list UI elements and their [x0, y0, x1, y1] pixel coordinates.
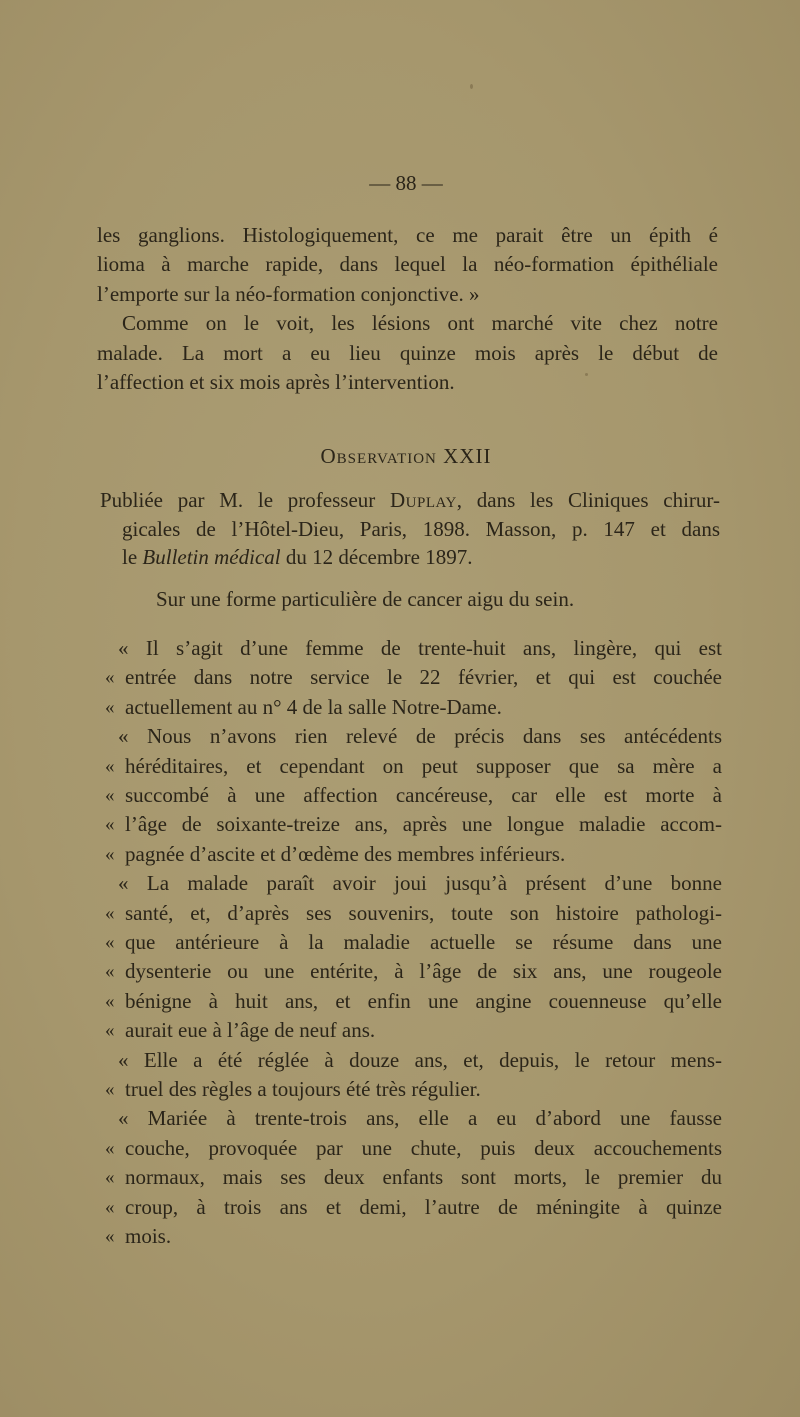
text-line [97, 280, 718, 309]
quote-mark: « [105, 785, 115, 806]
line-text [118, 722, 722, 751]
text-line [118, 869, 722, 898]
text-run: l’affection et six mois après l’intervention. [97, 370, 455, 394]
text-run: gicales de l’Hôtel-Dieu, Paris, 1898. Masson, p. 147 et dans [122, 516, 720, 541]
line-text [125, 840, 722, 869]
text-line [118, 722, 722, 751]
line-text [125, 693, 722, 722]
quote-mark: « [105, 1167, 115, 1189]
paper-speck [470, 84, 473, 89]
text-run: Bulletin médical [142, 545, 281, 570]
text-run: truel des règles a toujours été très régulier. [125, 1077, 481, 1101]
line-text [118, 1104, 722, 1133]
quote-mark: « [105, 814, 115, 836]
text-line [97, 221, 718, 250]
text-line [105, 1193, 722, 1222]
text-line [97, 368, 718, 397]
line-text [125, 899, 722, 928]
text-run: bénigne à huit ans, et enfin une angine couenneuse qu’elle [125, 988, 722, 1013]
quote-mark: « [105, 1079, 115, 1100]
text-run: Publiée par M. le professeur [100, 488, 390, 512]
observation-title: Observation XXII [320, 444, 492, 468]
line-text [97, 368, 718, 397]
text-run: le [122, 545, 143, 570]
text-run: malade. La mort a eu lieu quinze mois après le début de [97, 340, 718, 365]
text-line [105, 987, 722, 1016]
quote-mark: « [105, 843, 115, 865]
text-run: « Il s’agit d’une femme de trente-huit ans, lingère, qui est [118, 636, 722, 660]
text-line [105, 1075, 722, 1104]
quote-mark: « [105, 990, 115, 1012]
text-run: normaux, mais ses deux enfants sont morts, le premier du [125, 1165, 722, 1190]
line-text [97, 221, 718, 250]
quote-mark: « [105, 1020, 115, 1042]
subtitle [156, 585, 716, 614]
text-run: les ganglions. Histologiquement, ce me parait être un épith é [97, 223, 718, 247]
text-run: actuellement au n° 4 de la salle Notre-Dame. [125, 694, 502, 719]
line-text [97, 250, 718, 279]
line-text [125, 957, 722, 986]
paper-speck [585, 373, 588, 376]
text-run: du 12 décembre 1897. [280, 545, 473, 570]
text-line [105, 928, 722, 957]
text-run: entrée dans notre service le 22 février, et qui est couchée [125, 665, 722, 690]
line-text [125, 1163, 722, 1192]
text-run: aurait eue à l’âge de neuf ans. [125, 1018, 376, 1043]
quote-mark: « [105, 1137, 115, 1159]
text-line [105, 663, 722, 692]
text-line [105, 1163, 722, 1192]
text-run: « Nous n’avons rien relevé de précis dans ses antécédents [118, 724, 722, 749]
line-text [125, 1075, 722, 1104]
text-line [105, 1222, 722, 1251]
line-text [97, 339, 718, 368]
text-line [122, 309, 718, 338]
text-run: pagnée d’ascite et d’œdème des membres inférieurs. [125, 841, 566, 866]
quote-mark: « [105, 932, 115, 953]
text-line [118, 1046, 722, 1075]
line-text [125, 1016, 722, 1045]
text-line [105, 899, 722, 928]
text-line [105, 810, 722, 839]
subtitle-text: Sur une forme particulière de cancer aigu du sein. [156, 587, 575, 611]
line-text [122, 309, 718, 338]
text-line [118, 634, 722, 663]
text-line [105, 1016, 722, 1045]
quote-mark: « [105, 755, 115, 777]
line-text [118, 869, 722, 898]
line-text [125, 752, 722, 781]
text-line [122, 543, 720, 572]
text-run: Duplay [389, 488, 457, 512]
quote-mark: « [105, 961, 115, 983]
text-run: lioma à marche rapide, dans lequel la néo-formation épithéliale [97, 252, 718, 277]
text-run: Comme on le voit, les lésions ont marché vite chez notre [122, 311, 718, 336]
text-run: que antérieure à la maladie actuelle se résume dans une [125, 930, 722, 954]
line-text [122, 515, 720, 544]
line-text [122, 543, 720, 572]
line-text [97, 280, 718, 309]
text-line [105, 840, 722, 869]
text-line [105, 752, 722, 781]
line-text [125, 1222, 722, 1251]
text-run: croup, à trois ans et demi, l’autre de méningite à quinze [125, 1194, 722, 1219]
text-line [100, 486, 720, 515]
text-line [105, 957, 722, 986]
line-text [125, 663, 722, 692]
text-run: héréditaires, et cependant on peut supposer que sa mère a [125, 753, 722, 778]
text-run: couche, provoquée par une chute, puis deux accouchements [125, 1135, 722, 1160]
quote-mark: « [105, 667, 115, 689]
line-text [125, 1134, 722, 1163]
text-run: dysenterie ou une entérite, à l’âge de six ans, une rougeole [125, 959, 722, 984]
text-run: l’âge de soixante-treize ans, après une longue maladie accom- [125, 812, 722, 837]
line-text [125, 1193, 722, 1222]
line-text [125, 810, 722, 839]
line-text [118, 1046, 722, 1075]
text-line [118, 1104, 722, 1133]
text-line [122, 515, 720, 544]
line-text [125, 987, 722, 1016]
text-run: , dans les Cliniques chirur- [456, 488, 720, 512]
text-run: « La malade paraît avoir joui jusqu’à présent d’une bonne [118, 871, 722, 896]
text-line [97, 250, 718, 279]
text-run: « Elle a été réglée à douze ans, et, depuis, le retour mens- [118, 1047, 722, 1072]
page-number: — 88 — [369, 171, 443, 195]
quote-mark: « [105, 1196, 115, 1218]
quote-mark: « [105, 696, 115, 718]
text-run: succombé à une affection cancéreuse, car elle est morte à [125, 783, 722, 807]
text-line [105, 781, 722, 810]
line-text [125, 928, 722, 957]
line-text [100, 486, 720, 515]
text-line [97, 339, 718, 368]
text-line [105, 693, 722, 722]
text-run: santé, et, d’après ses souvenirs, toute son histoire pathologi- [125, 900, 722, 925]
line-text [118, 634, 722, 663]
text-run: « Mariée à trente-trois ans, elle a eu d’abord une fausse [118, 1106, 722, 1131]
text-run: l’emporte sur la néo-formation conjonctive. » [97, 281, 480, 306]
line-text [125, 781, 722, 810]
text-run: mois. [125, 1224, 172, 1248]
text-line [105, 1134, 722, 1163]
quote-mark: « [105, 1226, 115, 1247]
quote-mark: « [105, 902, 115, 924]
